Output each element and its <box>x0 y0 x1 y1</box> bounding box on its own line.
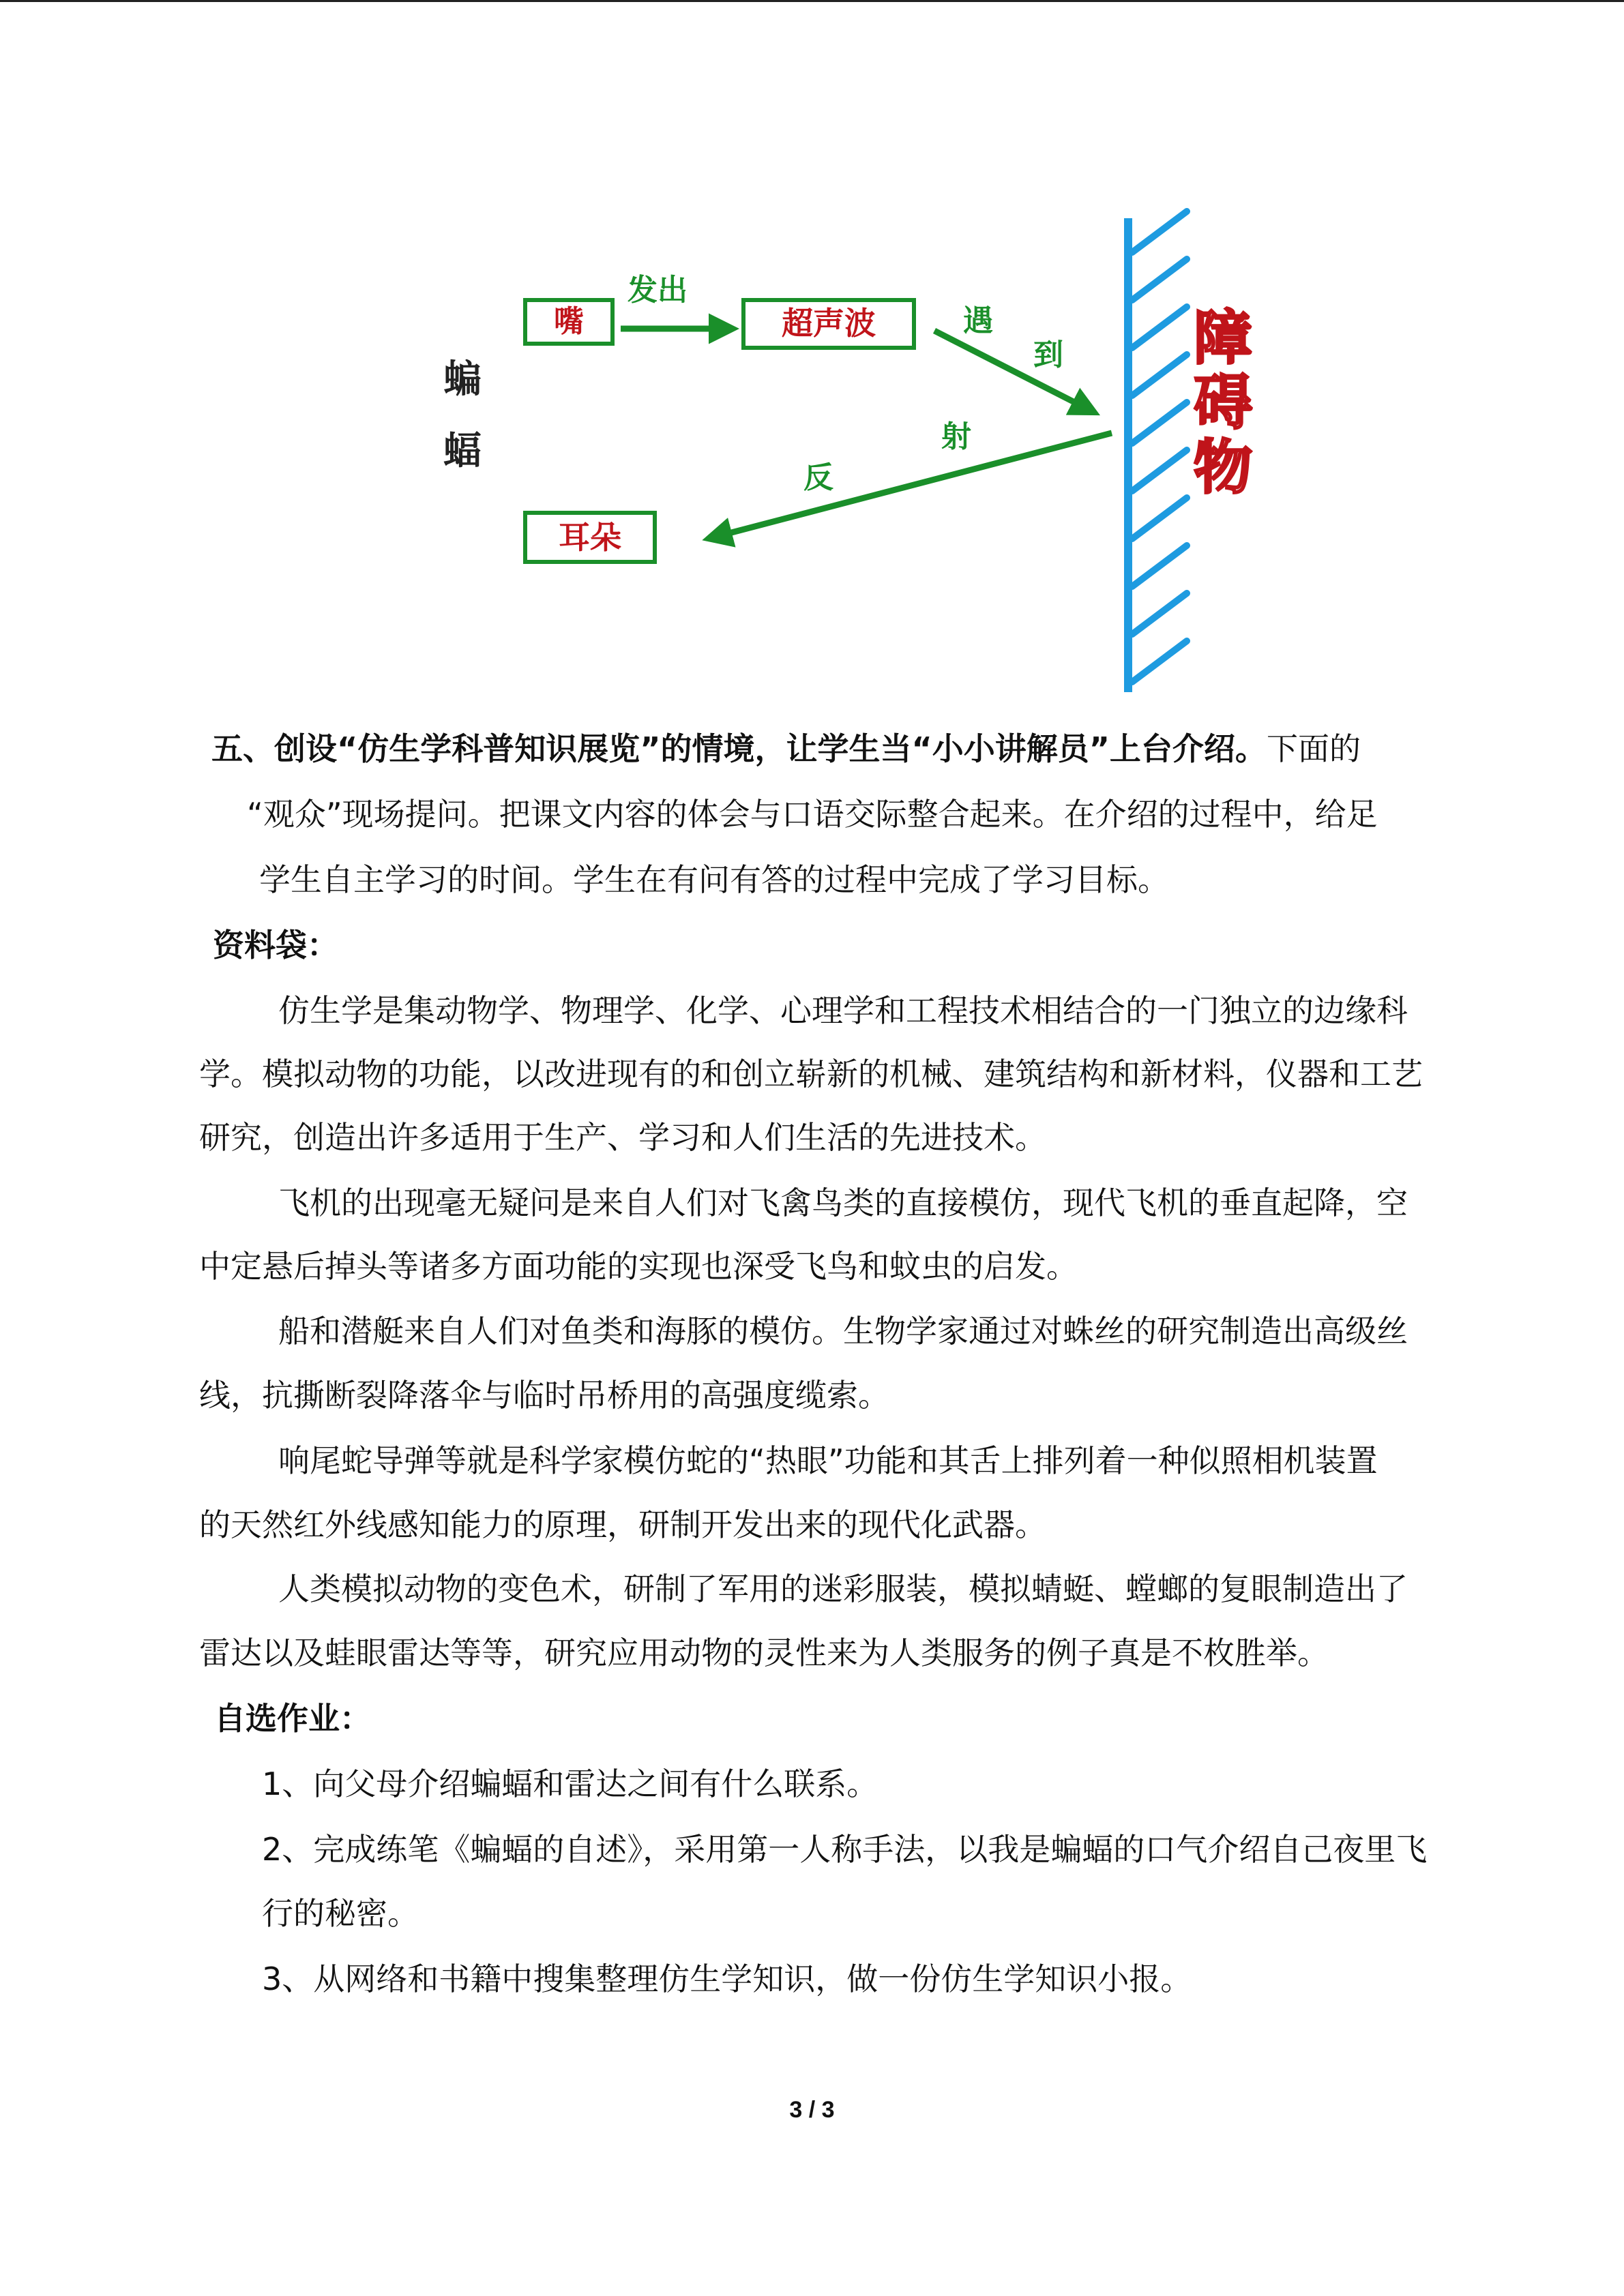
meet-label-char-1: 遇 <box>963 303 993 338</box>
mouth-label: 嘴 <box>554 304 584 339</box>
obstacle-hatches <box>1132 211 1187 682</box>
homework-title: 自选作业： <box>214 1700 371 1737</box>
materials-line-1: 仿生学是集动物学、物理学、化学、心理学和工程技术相结合的一门独立的边缘科 <box>278 992 1408 1029</box>
meet-arrow <box>934 331 1095 413</box>
obstacle-label-char-3: 物 <box>1194 434 1252 502</box>
materials-line-7: 线，抗撕断裂降落伞与临时吊桥用的高强度缆索。 <box>199 1377 889 1414</box>
materials-line-8: 响尾蛇导弹等就是科学家模仿蛇的“热眼”功能和其舌上排列着一种似照相机装置 <box>278 1442 1378 1479</box>
section5-line3: 学生自主学习的时间。学生在有问有答的过程中完成了学习目标。 <box>259 861 1169 898</box>
obstacle-label-char-1: 障 <box>1194 304 1252 372</box>
obstacle-label-char-2: 碍 <box>1194 369 1252 437</box>
page-top-border <box>0 0 1624 2</box>
section5-heading-rest: 下面的 <box>1266 730 1361 767</box>
ultrasound-label: 超声波 <box>782 305 876 342</box>
homework-item-2: 2、完成练笔《蝙蝠的自述》，采用第一人称手法，以我是蝙蝠的口气介绍自己夜里飞 <box>262 1831 1428 1868</box>
bat-echolocation-diagram <box>409 198 1296 702</box>
materials-line-2: 学。模拟动物的功能，以改进现有的和创立崭新的机械、建筑结构和新材料，仪器和工艺 <box>199 1056 1423 1092</box>
homework-item-2-cont: 行的秘密。 <box>262 1895 419 1932</box>
reflect-label-char-2: 射 <box>941 419 971 454</box>
materials-line-3: 研究，创造出许多适用于生产、学习和人们生活的先进技术。 <box>199 1119 1046 1156</box>
section5-heading: 五、创设“仿生学科普知识展览”的情境，让学生当“小小讲解员”上台介绍。 <box>211 730 1267 767</box>
homework-item-1: 1、向父母介绍蝙蝠和雷达之间有什么联系。 <box>262 1765 879 1802</box>
emit-label: 发出 <box>628 273 688 308</box>
bat-label-char-2: 蝠 <box>443 429 482 473</box>
bat-label-char-1: 蝙 <box>443 357 482 402</box>
homework-item-3: 3、从网络和书籍中搜集整理仿生学知识，做一份仿生学知识小报。 <box>262 1960 1192 1997</box>
section5-line2: “观众”现场提问。把课文内容的体会与口语交际整合起来。在介绍的过程中，给足 <box>247 796 1378 833</box>
materials-title: 资料袋： <box>213 927 338 964</box>
reflect-arrow <box>708 433 1112 539</box>
materials-line-9: 的天然红外线感知能力的原理，研制开发出来的现代化武器。 <box>199 1506 1046 1543</box>
ear-label: 耳朵 <box>559 519 621 556</box>
section5-line1 <box>211 716 1361 781</box>
materials-line-11: 雷达以及蛙眼雷达等等，研究应用动物的灵性来为人类服务的例子真是不枚胜举。 <box>199 1635 1329 1671</box>
meet-label-char-2: 到 <box>1033 338 1063 372</box>
materials-line-4: 飞机的出现毫无疑问是来自人们对飞禽鸟类的直接模仿，现代飞机的垂直起降，空 <box>278 1184 1408 1221</box>
materials-line-6: 船和潜艇来自人们对鱼类和海豚的模仿。生物学家通过对蛛丝的研究制造出高级丝 <box>278 1313 1408 1350</box>
page-number: 3 / 3 <box>789 2097 835 2123</box>
obstacle-wall <box>1124 218 1132 692</box>
reflect-label-char-1: 反 <box>803 460 833 495</box>
materials-line-10: 人类模拟动物的变色术，研制了军用的迷彩服装，模拟蜻蜓、螳螂的复眼制造出了 <box>278 1570 1408 1607</box>
materials-line-5: 中定悬后掉头等诸多方面功能的实现也深受飞鸟和蚊虫的启发。 <box>199 1248 1078 1285</box>
